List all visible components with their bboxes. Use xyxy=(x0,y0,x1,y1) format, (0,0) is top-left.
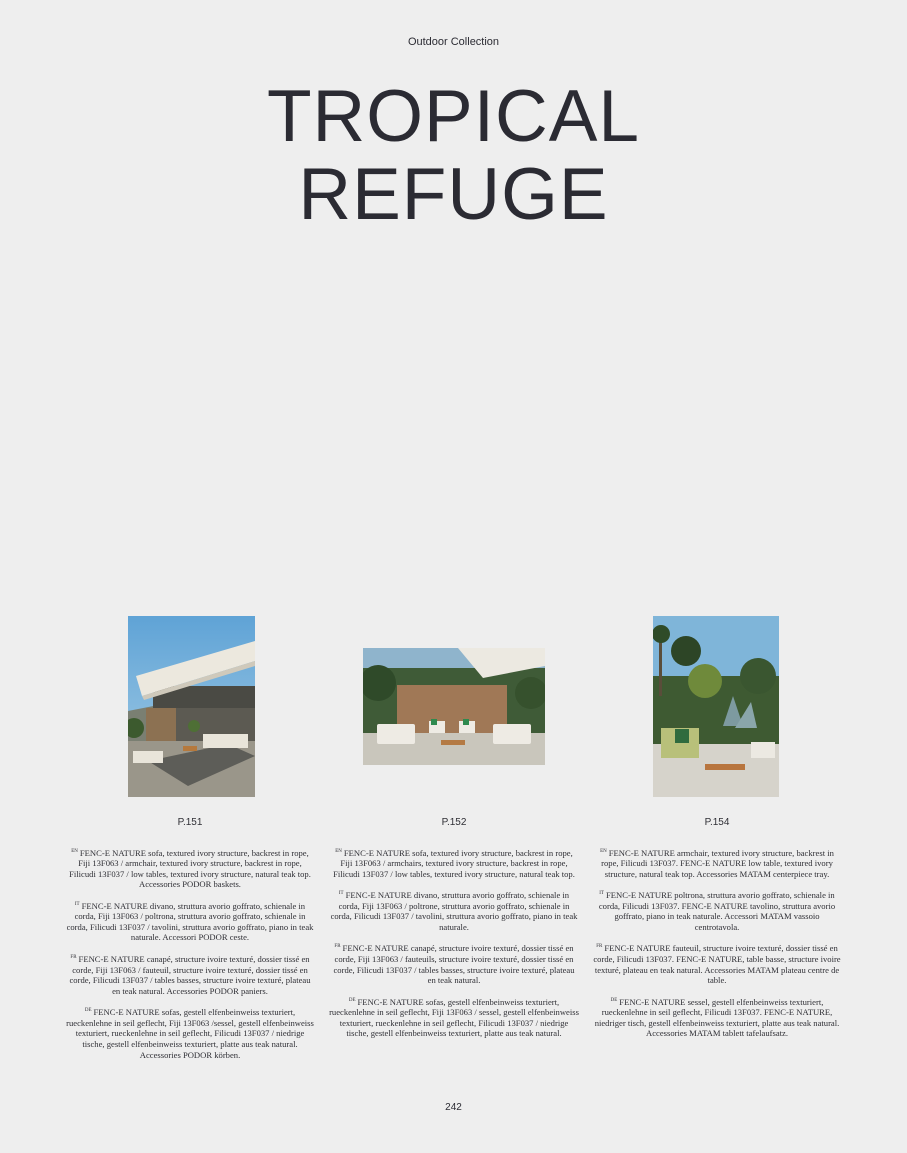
language-code: EN xyxy=(71,848,78,854)
title-line-1: TROPICAL xyxy=(266,76,641,157)
caption-en xyxy=(592,847,842,880)
photo-lounge-terrace xyxy=(363,648,545,765)
caption-text: FENC-E NATURE armchair, textured ivory structure, backrest in rope, Filicudi 13F037. FENC-E NATURE low table, textured ivory structure, natural teak top. Accessories MATAM centerpiece tray. xyxy=(601,847,834,879)
page-reference: P.151 xyxy=(177,817,203,828)
photo-house-terrace xyxy=(128,616,255,797)
caption-de xyxy=(65,1006,315,1060)
caption-fr xyxy=(65,953,315,996)
language-code: DE xyxy=(348,997,356,1003)
language-code: EN xyxy=(600,848,607,854)
language-code: FR xyxy=(70,955,77,961)
title-line-2: REFUGE xyxy=(298,154,609,235)
page-title xyxy=(0,78,907,234)
caption-text: FENC-E NATURE sessel, gestell elfenbeinweiss texturiert, rueckenlehne in seil geflecht, Filicudi 13F037. FENC-E NATURE, niedriger tisch, gestell elfenbeinweiss texturiert, platte aus teak natural. Accessories MATAM tablett tafelaufsatz. xyxy=(594,996,840,1039)
caption-text: FENC-E NATURE canapé, structure ivoire texturé, dossier tissé en corde, Fiji 13F063 / fauteuil, structure ivoire texturé, dossier tissé en corde, Filicudi 13F037 / tables basses, structure ivoire texturé, plateau en teak natural. Accessories PODOR paniers. xyxy=(69,953,311,996)
language-code: FR xyxy=(596,944,603,950)
photo-garden-armchair-illustration xyxy=(653,616,779,797)
caption-fr xyxy=(592,942,842,985)
caption-column-3 xyxy=(592,818,842,1049)
language-code: IT xyxy=(74,901,80,907)
language-code: EN xyxy=(335,848,342,854)
caption-text: FENC-E NATURE sofa, textured ivory structure, backrest in rope, Fiji 13F063 / armchairs, textured ivory structure, backrest in rope, Filicudi 13F037 / low tables, textured ivory structure, natural teak top. xyxy=(333,847,575,879)
photo-house-terrace-illustration xyxy=(128,616,255,797)
caption-text: FENC-E NATURE divano, struttura avorio goffrato, schienale in corda, Fiji 13F063 / poltrone, struttura avorio goffrato, schienale in corda, Filicudi 13F037 / tavolini, struttura avorio goffrato, piano in teak naturale. xyxy=(330,890,578,932)
caption-text: FENC-E NATURE sofas, gestell elfenbeinweiss texturiert, rueckenlehne in seil geflecht, Fiji 13F063 /sessel, gestell elfenbeinweiss texturiert, rueckenlehne in seil geflecht, Filicudi 13F037 / niedrige tische, gestell elfenbeinweiss texturiert, platte aus teak natural. Accessories PODOR körben. xyxy=(66,1007,314,1060)
caption-en xyxy=(329,847,579,880)
caption-text: FENC-E NATURE canapé, structure ivoire texturé, dossier tissé en corde, Fiji 13F063 / fauteuils, structure ivoire texturé, dossier tissé en corde, Filicudi 13F037 / tables basses, structure ivoire texturé, plateau en teak natural. xyxy=(333,943,575,986)
language-code: DE xyxy=(84,1008,92,1014)
caption-column-1 xyxy=(65,818,315,1070)
page-kicker: Outdoor Collection xyxy=(407,36,500,48)
language-code: IT xyxy=(338,891,344,897)
caption-de xyxy=(592,996,842,1039)
caption-de xyxy=(329,996,579,1039)
page-number: 242 xyxy=(445,1102,462,1113)
page-reference: P.154 xyxy=(704,817,730,828)
language-code: DE xyxy=(610,997,618,1003)
caption-text: FENC-E NATURE fauteuil, structure ivoire texturé, dossier tissé en corde, Filicudi 13F037. FENC-E NATURE, table basse, structure ivoire texturé, plateau en teak natural. Accessories MATAM plateau centre de table. xyxy=(593,943,841,986)
photo-garden-armchair xyxy=(653,616,779,797)
language-code: IT xyxy=(599,891,604,897)
photo-lounge-terrace-illustration xyxy=(363,648,545,765)
caption-it xyxy=(65,900,315,943)
caption-text: FENC-E NATURE sofa, textured ivory structure, backrest in rope, Fiji 13F063 / armchair, textured ivory structure, backrest in rope, Filicudi 13F037 / low tables, textured ivory structure, natural teak top. Accessories PODOR baskets. xyxy=(69,847,311,890)
caption-it xyxy=(329,889,579,932)
caption-column-2 xyxy=(329,818,579,1049)
caption-fr xyxy=(329,942,579,985)
language-code: FR xyxy=(334,944,341,950)
caption-it xyxy=(592,889,842,932)
caption-text: FENC-E NATURE sofas, gestell elfenbeinweiss texturiert, rueckenlehne in seil geflecht, Fiji 13F063 / sessel, gestell elfenbeinweiss texturiert, rueckenlehne in seil geflecht, Filicudi 13F037 / niedrige tische, gestell elfenbeinweiss texturiert, platte aus teak natural. xyxy=(329,996,579,1039)
caption-en xyxy=(65,847,315,890)
page-reference: P.152 xyxy=(441,817,467,828)
caption-text: FENC-E NATURE poltrona, struttura avorio goffrato, schienale in corda, Filicudi 13F037. FENC-E NATURE tavolino, struttura avorio goffrato, piano in teak naturale. Accessori MATAM vassoio centrotavola. xyxy=(598,890,836,932)
caption-text: FENC-E NATURE divano, struttura avorio goffrato, schienale in corda, Fiji 13F063 / poltrona, struttura avorio goffrato, schienale in corda, Filicudi 13F037 / tavolini, struttura avorio goffrato, piano in teak naturale. Accessori PODOR ceste. xyxy=(66,900,314,943)
